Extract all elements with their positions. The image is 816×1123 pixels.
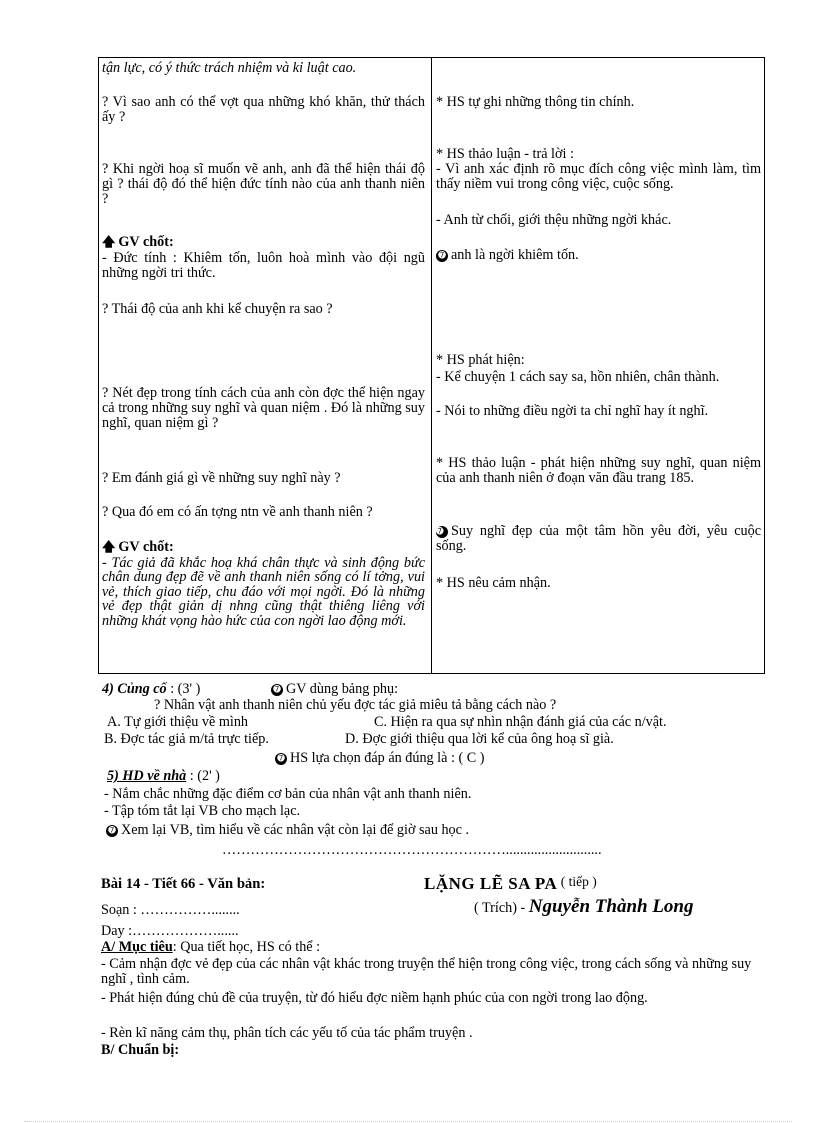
- separator-dots: ……………………………………………………...........................: [222, 842, 602, 858]
- question: ? Khi ngời hoạ sĩ muốn vẽ anh, anh đã thể hiện thái độ gì ? thái độ đó thể hiện đức tính nào của anh thanh niên ?: [102, 161, 425, 207]
- homework-heading: 5) HD về nhà : (2' ): [107, 768, 220, 784]
- student-note: - Anh từ chối, giới thệu những ngời khác.: [436, 212, 672, 228]
- quiz-option-a: A. Tự giới thiệu về mình: [107, 714, 249, 730]
- objective-item: - Rèn kĩ năng cảm thụ, phân tích các yếu tố của tác phẩm truyện .: [101, 1025, 473, 1041]
- lesson-heading: Bài 14 - Tiết 66 - Văn bản:: [101, 876, 266, 892]
- quiz-question: ? Nhân vật anh thanh niên chủ yếu đợc tác giả miêu tả bằng cách nào ?: [154, 697, 557, 713]
- author-signature: Nguyễn Thành Long: [528, 896, 694, 917]
- question: ? Em đánh giá gì về những suy nghĩ này ?: [102, 470, 341, 486]
- bullet-icon: ➐: [271, 684, 283, 696]
- soan-field: Soạn : ……………........: [101, 902, 240, 918]
- arrow-up-icon: 🡅: [102, 539, 116, 554]
- text-block: tận lực, có ý thức trách nhiệm và kỉ luật cao.: [102, 60, 357, 76]
- column-divider: [431, 58, 432, 673]
- objective-item: - Phát hiện đúng chủ đề của truyện, từ đó hiểu đợc niềm hạnh phúc của con ngời trong lao động.: [101, 990, 648, 1006]
- bullet-icon: ➐: [436, 250, 448, 262]
- question: ? Thái độ của anh khi kể chuyện ra sao ?: [102, 301, 333, 317]
- page-edge: [24, 1121, 792, 1122]
- homework-item: ➐ Xem lại VB, tìm hiểu về các nhân vật còn lại để giờ sau học .: [106, 823, 469, 838]
- quiz-option-d: D. Đợc giới thiệu qua lời kể của ông hoạ sĩ già.: [345, 731, 614, 747]
- lesson-source: ( Trích) - Nguyễn Thành Long: [474, 896, 694, 917]
- arrow-up-icon: 🡅: [102, 234, 116, 249]
- student-note: - Kể chuyện 1 cách say sa, hồn nhiên, chân thành.: [436, 369, 720, 385]
- student-note: * HS phát hiện:: [436, 352, 525, 368]
- gv-summary: - Đức tính : Khiêm tốn, luôn hoà mình vào đội ngũ những ngời tri thức.: [102, 250, 425, 281]
- objectives-heading: A/ Mục tiêu: Qua tiết học, HS có thể :: [101, 939, 321, 955]
- quiz-answer: ➐ HS lựa chọn đáp án đúng là : ( C ): [275, 751, 484, 766]
- homework-item: - Tập tóm tắt lại VB cho mạch lạc.: [104, 803, 301, 819]
- student-note: * HS nêu cảm nhận.: [436, 575, 551, 591]
- question: ? Nét đẹp trong tính cách của anh còn đợc thể hiện ngay cả trong những suy nghĩ và quan niệm . Đó là những suy nghĩ, quan niệm gì ?: [102, 385, 425, 431]
- gv-summary: - Tác giả đã khắc hoạ khá chân thực và sinh động bức chân dung đẹp đẽ về anh thanh niên sống có lí tởng, vui vẻ, thích giao tiếp, chu đáo với mọi ngời. Đó là những vẻ đẹp thật giản dị nhng cũng thật thiêng liêng với những khát vọng hào hức của con ngời lao động mới.: [102, 556, 425, 629]
- question: ? Qua đó em có ấn tợng ntn về anh thanh niên ?: [102, 504, 373, 520]
- bullet-icon: ➐: [436, 526, 448, 538]
- quiz-option-b: B. Đợc tác giả m/tả trực tiếp.: [104, 731, 269, 747]
- cungco-gv: ➐ GV dùng bảng phụ:: [271, 682, 398, 697]
- objective-item: - Cảm nhận đợc vẻ đẹp của các nhân vật khác trong truyện thể hiện trong công việc, trong cách sống và những suy nghĩ , tình cảm.: [101, 956, 752, 987]
- student-note: - Vì anh xác định rõ mục đích công việc mình làm, tìm thấy niềm vui trong công việc, cuộc sống.: [436, 161, 761, 192]
- quiz-option-c: C. Hiện ra qua sự nhìn nhận đánh giá của các n/vật.: [374, 714, 667, 730]
- student-note: * HS thảo luận - trả lời :: [436, 146, 574, 162]
- conclusion: ➐ Suy nghĩ đẹp của một tâm hồn yêu đời, yêu cuộc sống.: [436, 523, 761, 554]
- student-note: * HS thảo luận - phát hiện những suy nghĩ, quan niệm của anh thanh niên ở đoạn văn đầu trang 185.: [436, 455, 761, 486]
- day-field: Day :………………......: [101, 923, 239, 939]
- bullet-icon: ➐: [275, 753, 287, 765]
- bullet-icon: ➐: [106, 825, 118, 837]
- student-note: * HS tự ghi những thông tin chính.: [436, 94, 635, 110]
- lesson-table: [98, 57, 765, 674]
- preparation-heading: B/ Chuẩn bị:: [101, 1042, 180, 1058]
- cungco-heading: 4) Củng cố : (3' ): [102, 681, 201, 697]
- gv-summary-heading: 🡅 GV chốt:: [102, 539, 174, 555]
- gv-summary-heading: 🡅 GV chốt:: [102, 234, 174, 250]
- student-note: - Nói to những điều ngời ta chỉ nghĩ hay ít nghĩ.: [436, 403, 709, 419]
- homework-item: - Nắm chắc những đặc điểm cơ bản của nhân vật anh thanh niên.: [104, 786, 472, 802]
- conclusion: ➐ anh là ngời khiêm tốn.: [436, 248, 761, 263]
- question: ? Vì sao anh có thể vợt qua những khó khăn, thử thách ấy ?: [102, 94, 425, 125]
- lesson-title: LẶNG LẼ SA PA ( tiếp ): [424, 874, 597, 893]
